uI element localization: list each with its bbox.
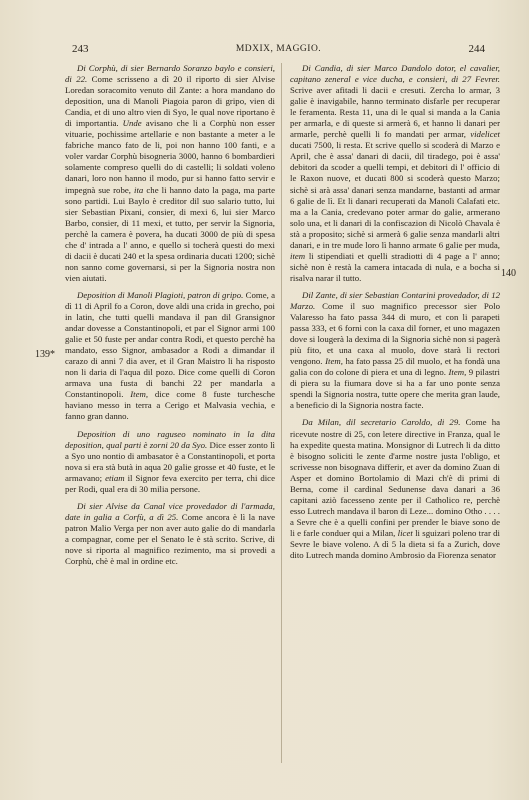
page-number-right: 244 [468, 43, 485, 55]
entry-title: Di Candia, di sier Marco Dandolo dotor, el cavalier, capitano zeneral e vice ducha, e consieri, di 27 Fevrer. [290, 63, 500, 85]
entry-text-italic: item [290, 250, 306, 261]
entry-canal [65, 501, 275, 567]
entry-zante [290, 290, 500, 412]
entry-text: Come scrisseno a dì 20 il riporto di sier Alvise Loredan soracomito venuto dil Zante: a hora mandano do deposition, una di Manoli Piagoia paron di gripo, vien di Candia, et di uno altro vien di Syo, le qual nove riportano è di importantia. [65, 74, 275, 129]
entry-title: Da Milan, dil secretario Caroldo, di 29. [302, 417, 461, 428]
entry-text-italic: videlicet [470, 129, 500, 140]
column-divider [281, 63, 282, 763]
entry-candia [290, 63, 500, 284]
entry-milan [290, 417, 500, 561]
entry-text: li stipendiati et quelli stradiotti di 4 page a l' anno; sichè non è restà la camera intacada di nula, e a bocha si risalva narar il tutto. [290, 250, 500, 283]
entry-text: ducati 7500, li resta. Et scrive quello si scoderà di Marzo e April, che è assa' danari di dacii, dil tiradego, poi è assa' debitori da scoder a quelli tempi, et debitori di l' officio di le Raxon nuove, et ducati 800 si scoderà questo Marzo; sichè si arà assa' danari senza mandarne, bastanti ad armar 6 galie de lì. Et li danari recuperati da Manoli Calafati etc. ma a la Cania, credevano poter armar do galie, armerano solo una, et li danari di la confiscazion di Nicolò Chavala è stà a proposito; sichè si armerà 6 galie senza mandarli altri danari, e in tre mude loro lì hanno armate 6 galie per muda, [290, 140, 500, 250]
entry-text-italic: Item, [130, 389, 149, 400]
entry-title: Dil Zante, di sier Sebastian Contarini provedador, di 12 Marzo. [290, 289, 500, 311]
entry-text: avisano che li a Corphù non esser vituarie, pochissime artellarie e non bastante a meter a le fabriche manco fato de li, poi non hanno 100 fanti, e a voler vardar Corphù bisogneria 3000, hanno 6 bombardieri solamente compreso quelli do di castelli; li soldati voleno danari, loro non hanno il modo, pur si hanno fatto servir e impegnà sue robe, [65, 118, 275, 195]
margin-number-left: 139* [35, 349, 55, 360]
right-column [290, 63, 500, 561]
entry-text: Come ancora è lì la nave patron Malio Verga per non aver auto galie do di mandarla a compagnar, come per el Senato le è stà scrito. Scrive, di nove si riporta al magnifico rezimento, ma si provedi a Corphù, chè è mal in ordine etc. [65, 511, 276, 567]
left-column [65, 63, 275, 567]
entry-text: Come ha ricevute nostre di 25, con letere directive in Franza, qual le ha expedite questa matina. Monsignor di Lutrech li da ditto è bisogno soliciti le zente d'arme nostre justa l'obligo, et scrivesse non bisognava differir, et aver da domino Zuan di Asper et domino Bortolamio di Mazi ch'è di primi di Berna, come il cardinal Sedunense dava danari a 36 capitani aziò facesseno zente per il Catholico re, perchè esso Lutrech mandava il baron di Leze... domino Otho . . . . a Sevre che è a quelli confini per prender le biave sono de li e farle conduer qui a Milan, [290, 417, 501, 538]
entry-text-italic: licet [397, 527, 413, 538]
page-number-left: 243 [72, 43, 89, 55]
entry-text: dice come 8 fuste turchesche haviano messo in terra a Cerigo et Malvasia vechia, e fanno gran danno. [65, 389, 276, 422]
entry-title: Deposition di Manoli Plagioti, patron di gripo. [77, 289, 244, 300]
entry-text: li sguizari poleno trar di Sevre le biave voleno. A dì 5 la dieta si fa a Zurich, dove dito Lutrech manda domino Ambrosio da Fiorenza senator [290, 527, 501, 561]
entry-text: Dice esser zonto lì a Syo uno nontio di ambasator è a Constantinopoli, et porta nova si era stà butà in aqua 20 galie grosse et 40 fuste, et le armavano; [65, 439, 275, 483]
entry-text: 9 pilastri di piera su la fiumara dove si ha a far uno ponte senza spendi la Signoria nostra, tutte opere che merita gran laude, a beneficio di la Signoria nostra facte. [290, 367, 500, 411]
entry-text: Come il suo magnifico precessor sier Polo Valaresso ha fato passa 344 di muro, et con li parapeti passa 333, et 6 forni con la caxa dil forner, et uno magazen dove si lougerà la dexima di la Signoria sichè non si pagerà più fito, et una caxa al muolo, dove starà li rectori vengono. [290, 300, 500, 367]
entry-text-italic: Item, [448, 367, 467, 378]
entry-text: Scrive aver afitadi li dacii e cresuti. Zercha lo armar, 3 galie è inavigabile, hanno terminato disfarle per recuperar le feramenta. Resta 11, una di le qual si manda a la Cania per armarla, e di queste si armerà 6, et hanno li danari per armarle, perchè quelli li fo mandati per armar, [290, 85, 500, 140]
entry-text-italic: Unde [122, 118, 142, 129]
entry-deposition-raguseo [65, 429, 275, 495]
entry-text-italic: Item, [325, 356, 343, 367]
entry-text-italic: etiam [105, 472, 125, 483]
entry-title: Di sier Alvise da Canal vice provedador di l'armada, date in galia a Corfù, a dì 25. [65, 500, 275, 522]
entry-text: Come, a dì 11 di April fo a Coron, dove aldi una crida in grecho, poi in latin, che tutti quelli mandava il pan dil Gransignor andar dovesse a Constantinopoli, et par el Signor armi 100 galie et 50 fuste per andar contra Rodi, et questo perchè ha mandato, esso Signor, ambasador a Rodi a dimandar il carazo di anni 7 dia aver, et il Gran Maistro li ha risposto non li daria di l'aqua dil pozo. Dice come quelli di Coron armava una fusta di banchi 22 per mandarla a Constantinopoli. [65, 289, 275, 400]
entry-title: Di Corphù, di sier Bernardo Soranzo baylo e consieri, di 22. [65, 63, 275, 85]
entry-text-italic: ita [134, 184, 144, 195]
entry-text: il Signor feva exercito per terra, chi dice per Rodi, qual era di 30 milia persone. [65, 472, 275, 494]
margin-number-right: 140 [501, 268, 516, 279]
entry-title: Deposition di uno raguseo nominato in la dita deposition, qual parti è zorni 20 da Syo. [65, 428, 275, 450]
entry-deposition-plagioti [65, 290, 275, 423]
entry-corphu [65, 63, 275, 284]
entry-text: ha fato passa 25 dil muolo, et ha fondà una galia con do colone di piera et una di legno. [290, 356, 500, 378]
page-header [72, 43, 485, 57]
entry-text: che li hanno dato la paga, ma parte sono partidi. Lui Baylo è creditor dil suo salario tutto, lui sier Sebastian Pixani, consier, di mexi 6, lui sier Marco Barbo, consier, di 11 mexi, et tutto, per servir la Signoria, perchè la camera è povera, ha ducati 3000 de più di spesa che d' intrada a l' anno, e quello si tocherà questi do mexi di dacii è ducati 240 et la spesa ordinaria ducati 1200; sichè non sanno come governarsi, si per la Signoria nostra non vien aiutati. [65, 184, 276, 283]
running-title: MDXIX, MAGGIO. [235, 44, 322, 54]
